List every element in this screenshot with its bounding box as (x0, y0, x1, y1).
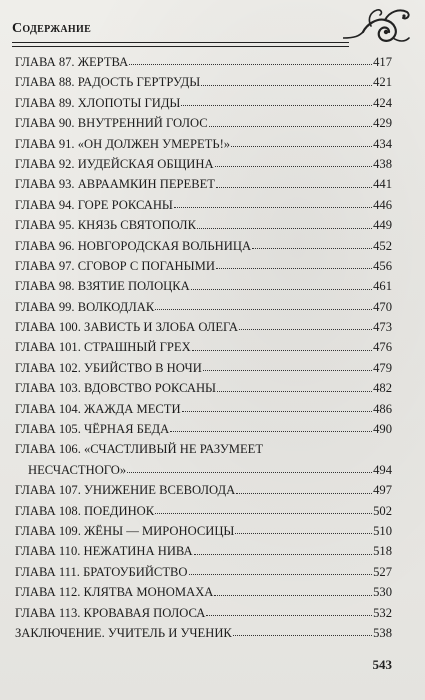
toc-entry-title: ГЛАВА 97. СГОВОР С ПОГАНЫМИ (15, 258, 215, 273)
toc-entry (15, 562, 392, 582)
toc-entry-title: ГЛАВА 101. СТРАШНЫЙ ГРЕХ (15, 340, 191, 355)
toc-entry-page: 497 (373, 483, 392, 498)
dot-leader (155, 513, 372, 514)
dot-leader (235, 533, 372, 534)
dot-leader (203, 370, 372, 371)
toc-entry-title: ГЛАВА 96. НОВГОРОДСКАЯ ВОЛЬНИЦА (15, 238, 252, 253)
toc-entry (15, 174, 392, 194)
dot-leader (129, 64, 372, 65)
toc-entry-title: НЕСЧАСТНОГО» (28, 462, 127, 477)
toc-entry-title: ГЛАВА 100. ЗАВИСТЬ И ЗЛОБА ОЛЕГА (15, 320, 239, 335)
dot-leader (231, 146, 372, 147)
toc-entry-page: 456 (373, 258, 392, 273)
toc-entry-title: ГЛАВА 102. УБИЙСТВО В НОЧИ (15, 360, 202, 375)
toc-entry-title: ГЛАВА 108. ПОЕДИНОК (15, 503, 155, 518)
toc-entry-page: 476 (373, 340, 392, 355)
toc-entry-page: 429 (373, 116, 392, 131)
toc-entry-page: 446 (373, 197, 392, 212)
toc-entry-title: ГЛАВА 99. ВОЛКОДЛАК (15, 299, 155, 314)
toc-entry-page: 538 (373, 625, 392, 640)
toc-entry (15, 113, 392, 133)
dot-leader (233, 635, 372, 636)
toc-entry (15, 236, 392, 256)
dot-leader (181, 105, 372, 106)
toc-entry-page: 532 (373, 605, 392, 620)
toc-entry-title: ГЛАВА 92. ИУДЕЙСКАЯ ОБЩИНА (15, 156, 214, 171)
toc-entry (15, 297, 392, 317)
dot-leader (239, 329, 372, 330)
toc-entry-title: ГЛАВА 109. ЖЁНЫ — МИРОНОСИЦЫ (15, 523, 235, 538)
toc-entry-title: ГЛАВА 110. НЕЖАТИНА НИВА (15, 544, 193, 559)
toc-entry-page: 518 (373, 544, 392, 559)
toc-entry (15, 52, 392, 72)
page-number: 543 (372, 657, 392, 672)
dot-leader (252, 248, 372, 249)
toc-entry (15, 134, 392, 154)
dot-leader (216, 268, 372, 269)
toc-entry-title: ГЛАВА 88. РАДОСТЬ ГЕРТРУДЫ (15, 75, 201, 90)
toc-entry-title: ГЛАВА 87. ЖЕРТВА (15, 55, 129, 69)
toc-entry (15, 72, 392, 92)
toc-entry-page: 434 (373, 136, 392, 151)
dot-leader (191, 289, 372, 290)
dot-leader (170, 431, 372, 432)
dot-leader (206, 615, 372, 616)
toc-entry (15, 521, 392, 541)
toc-entry (15, 501, 392, 521)
toc-entry-page: 424 (373, 95, 392, 110)
toc-entry (15, 276, 392, 296)
dot-leader (174, 207, 372, 208)
toc-entry (15, 195, 392, 215)
toc-entry (15, 93, 392, 113)
toc-entry-title: ГЛАВА 95. КНЯЗЬ СВЯТОПОЛК (15, 218, 196, 233)
toc-entry-page: 482 (373, 381, 392, 396)
toc-entry (15, 154, 392, 174)
toc-entry-page: 527 (373, 564, 392, 579)
dot-leader (155, 309, 372, 310)
toc-entry-page: 490 (373, 422, 392, 437)
toc-entry (15, 378, 392, 398)
swirl-ornament-icon (341, 6, 411, 48)
toc-entry-page: 473 (373, 320, 392, 335)
dot-leader (236, 493, 372, 494)
toc-entry-title: ГЛАВА 104. ЖАЖДА МЕСТИ (15, 401, 181, 416)
toc-entry-title: ГЛАВА 89. ХЛОПОТЫ ГИДЫ (15, 95, 181, 110)
toc-entry-page: 449 (373, 218, 392, 233)
toc-entry (15, 337, 392, 357)
toc-entry-page: 494 (373, 462, 392, 477)
toc-entry-title: ГЛАВА 107. УНИЖЕНИЕ ВСЕВОЛОДА (15, 483, 236, 498)
toc-entry-page: 470 (373, 299, 392, 314)
toc-entry (15, 480, 392, 500)
running-header (12, 6, 411, 46)
table-of-contents (15, 52, 392, 643)
toc-entry (15, 439, 392, 480)
toc-entry-page: 479 (373, 360, 392, 375)
toc-entry-title: ГЛАВА 111. БРАТОУБИЙСТВО (15, 564, 188, 579)
toc-entry-page: 417 (373, 55, 392, 69)
toc-entry-title: ГЛАВА 90. ВНУТРЕННИЙ ГОЛОС (15, 116, 208, 131)
toc-entry-title: ГЛАВА 112. КЛЯТВА МОНОМАХА (15, 585, 214, 600)
toc-entry-title: ГЛАВА 98. ВЗЯТИЕ ПОЛОЦКА (15, 279, 190, 294)
toc-entry-page: 530 (373, 585, 392, 600)
dot-leader (182, 411, 373, 412)
dot-leader (217, 391, 372, 392)
toc-entry (15, 541, 392, 561)
toc-entry-title: ГЛАВА 93. АВРААМКИН ПЕРЕВЕТ (15, 177, 215, 192)
dot-leader (189, 574, 373, 575)
dot-leader (209, 126, 372, 127)
section-title: Содержание (12, 21, 92, 36)
dot-leader (214, 595, 372, 596)
header-rule (12, 42, 349, 47)
dot-leader (201, 85, 372, 86)
toc-entry-page: 502 (373, 503, 392, 518)
toc-entry (15, 215, 392, 235)
toc-entry-page: 421 (373, 75, 392, 90)
toc-entry-title: ЗАКЛЮЧЕНИЕ. УЧИТЕЛЬ И УЧЕНИК (15, 625, 232, 640)
dot-leader (216, 187, 372, 188)
toc-entry-page: 452 (373, 238, 392, 253)
toc-entry (15, 317, 392, 337)
toc-entry (15, 399, 392, 419)
toc-entry-line (15, 439, 392, 459)
toc-entry-title: ГЛАВА 105. ЧЁРНАЯ БЕДА (15, 422, 170, 437)
toc-entry (15, 623, 392, 643)
toc-entry (15, 358, 392, 378)
toc-entry-page: 510 (373, 523, 392, 538)
dot-leader (215, 166, 373, 167)
toc-entry-title: ГЛАВА 103. ВДОВСТВО РОКСАНЫ (15, 381, 217, 396)
dot-leader (197, 228, 372, 229)
toc-entry (15, 582, 392, 602)
toc-entry-page: 438 (373, 156, 392, 171)
dot-leader (192, 350, 372, 351)
toc-entry (15, 256, 392, 276)
toc-entry-title: ГЛАВА 94. ГОРЕ РОКСАНЫ (15, 197, 173, 212)
toc-entry-line (15, 460, 392, 480)
dot-leader (127, 472, 372, 473)
toc-entry (15, 419, 392, 439)
toc-entry-page: 486 (373, 401, 392, 416)
toc-entry-page: 441 (373, 177, 392, 192)
toc-entry (15, 603, 392, 623)
toc-entry-title: ГЛАВА 106. «СЧАСТЛИВЫЙ НЕ РАЗУМЕЕТ (15, 442, 264, 457)
dot-leader (194, 554, 372, 555)
toc-entry-title: ГЛАВА 113. КРОВАВАЯ ПОЛОСА (15, 605, 206, 620)
toc-entry-title: ГЛАВА 91. «ОН ДОЛЖЕН УМЕРЕТЬ!» (15, 136, 231, 151)
toc-entry-page: 461 (373, 279, 392, 294)
